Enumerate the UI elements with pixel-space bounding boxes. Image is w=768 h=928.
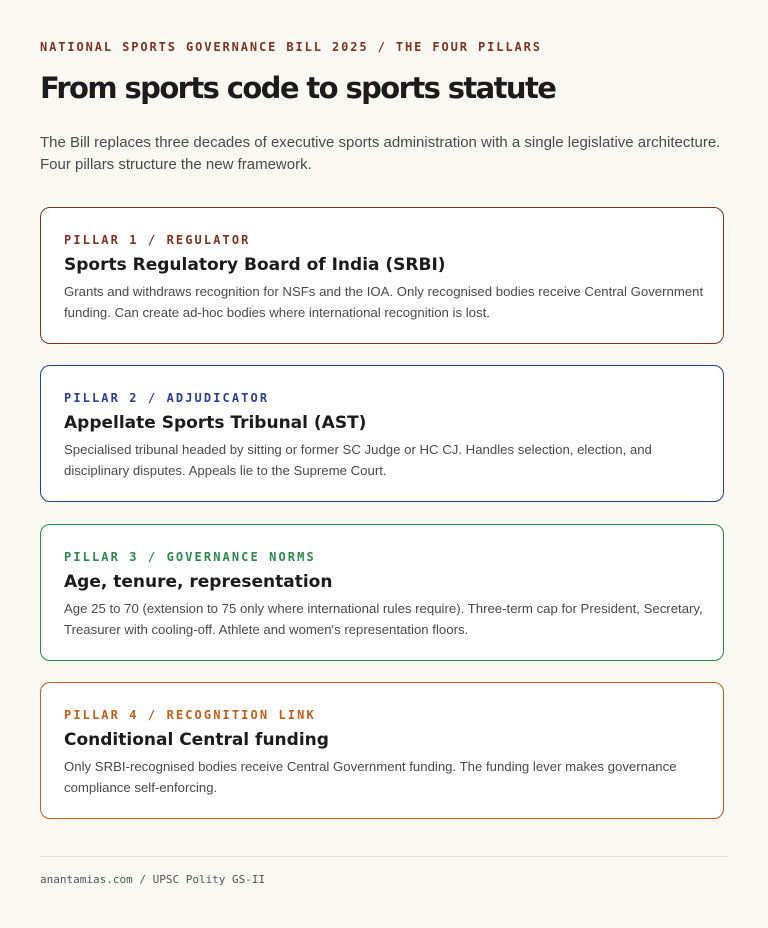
pillar-label: PILLAR 4 / RECOGNITION LINK [64, 708, 316, 722]
pillar-title: Conditional Central funding [64, 730, 329, 750]
pillar-description: Grants and withdraws recognition for NSFs and the IOA. Only recognised bodies receive Central Government funding. Can create ad-hoc bodies where international recognition is lost. [64, 284, 704, 320]
pillar-label: PILLAR 1 / REGULATOR [64, 233, 251, 247]
pillar-label: PILLAR 3 / GOVERNANCE NORMS [64, 550, 316, 564]
pillar-title: Age, tenure, representation [64, 572, 333, 592]
footer-divider [40, 856, 728, 857]
pillar-description: Age 25 to 70 (extension to 75 only where international rules require). Three-term cap for President, Secretary, Treasurer with cooling-off. Athlete and women's representation floors. [64, 601, 703, 637]
page-title: From sports code to sports statute [40, 71, 556, 105]
footer-credit: anantamias.com / UPSC Polity GS-II [40, 873, 266, 886]
pillar-title: Sports Regulatory Board of India (SRBI) [64, 255, 446, 275]
header-kicker: NATIONAL SPORTS GOVERNANCE BILL 2025 / THE FOUR PILLARS [40, 40, 542, 54]
pillar-card-3 [40, 524, 724, 661]
pillar-description: Only SRBI-recognised bodies receive Central Government funding. The funding lever makes governance compliance self-enforcing. [64, 759, 677, 795]
pillar-card-1 [40, 207, 724, 344]
pillar-label: PILLAR 2 / ADJUDICATOR [64, 391, 270, 405]
pillar-title: Appellate Sports Tribunal (AST) [64, 413, 367, 433]
intro-paragraph: The Bill replaces three decades of executive sports administration with a single legislative architecture. Four pillars structure the new framework. [40, 134, 721, 173]
pillar-card-4 [40, 682, 724, 819]
pillar-description: Specialised tribunal headed by sitting or former SC Judge or HC CJ. Handles selection, election, and disciplinary disputes. Appeals lie to the Supreme Court. [64, 442, 652, 478]
pillar-card-2 [40, 365, 724, 502]
